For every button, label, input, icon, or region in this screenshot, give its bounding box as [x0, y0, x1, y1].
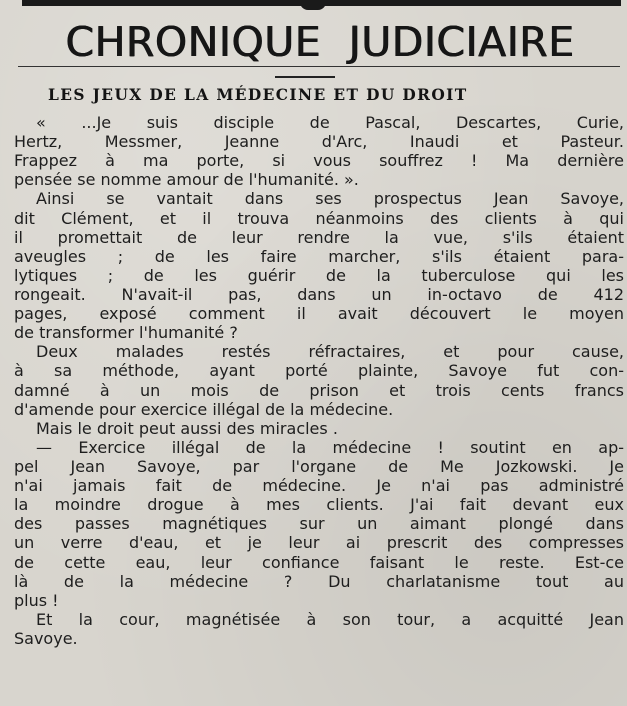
text-line: damné à un mois de prison et trois cents francs [14, 380, 624, 400]
text-line: à sa méthode, ayant porté plainte, Savoye fut con- [14, 361, 624, 381]
text-line: il promettait de leur rendre la vue, s'ils étaient [14, 227, 624, 247]
text-line: de cette eau, leur confiance faisant le reste. Est-ce [14, 552, 624, 572]
text-line: des passes magnétiques sur un aimant plongé dans [14, 514, 624, 534]
text-line: lytiques ; de les guérir de la tuberculose qui les [14, 265, 624, 285]
text-line: pages, exposé comment il avait découvert le moyen [14, 304, 624, 324]
section-title: CHRONIQUE JUDICIAIRE [65, 18, 575, 66]
text-line: — Exercice illégal de la médecine ! soutint en ap- [36, 437, 624, 457]
title-underline [18, 66, 620, 67]
article-headline: LES JEUX DE LA MÉDECINE ET DU DROIT [48, 86, 468, 104]
text-line: Savoye. [14, 628, 78, 648]
top-border-ornament [300, 0, 326, 10]
text-line: aveugles ; de les faire marcher, s'ils étaient para- [14, 246, 624, 266]
text-line: la moindre drogue à mes clients. J'ai fait devant eux [14, 495, 624, 515]
text-line: Et la cour, magnétisée à son tour, a acquitté Jean [36, 609, 624, 629]
article-body [14, 113, 624, 648]
text-line: d'amende pour exercice illégal de la médecine. [14, 399, 394, 419]
text-line: dit Clément, et il trouva néanmoins des clients à qui [14, 208, 624, 228]
text-line: de transformer l'humanité ? [14, 323, 238, 343]
text-line: Hertz, Messmer, Jeanne d'Arc, Inaudi et Pasteur. [14, 132, 624, 152]
text-line: là de la médecine ? Du charlatanisme tout au [14, 571, 624, 591]
text-line: pensée se nomme amour de l'humanité. ». [14, 170, 359, 190]
text-line: plus ! [14, 590, 59, 610]
text-line: Frappez à ma porte, si vous souffrez ! Ma dernière [14, 151, 624, 171]
headline-divider [275, 76, 335, 78]
text-line: Mais le droit peut aussi des miracles . [36, 418, 338, 438]
text-line: pel Jean Savoye, par l'organe de Me Jozkowski. Je [14, 456, 624, 476]
text-line: Ainsi se vantait dans ses prospectus Jean Savoye, [36, 189, 624, 209]
text-line: « ...Je suis disciple de Pascal, Descartes, Curie, [36, 113, 624, 132]
text-line: un verre d'eau, et je leur ai prescrit des compresses [14, 533, 624, 553]
text-line: n'ai jamais fait de médecine. Je n'ai pas administré [14, 476, 624, 496]
text-line: Deux malades restés réfractaires, et pour cause, [36, 342, 624, 362]
text-line: rongeait. N'avait-il pas, dans un in-octavo de 412 [14, 284, 624, 304]
